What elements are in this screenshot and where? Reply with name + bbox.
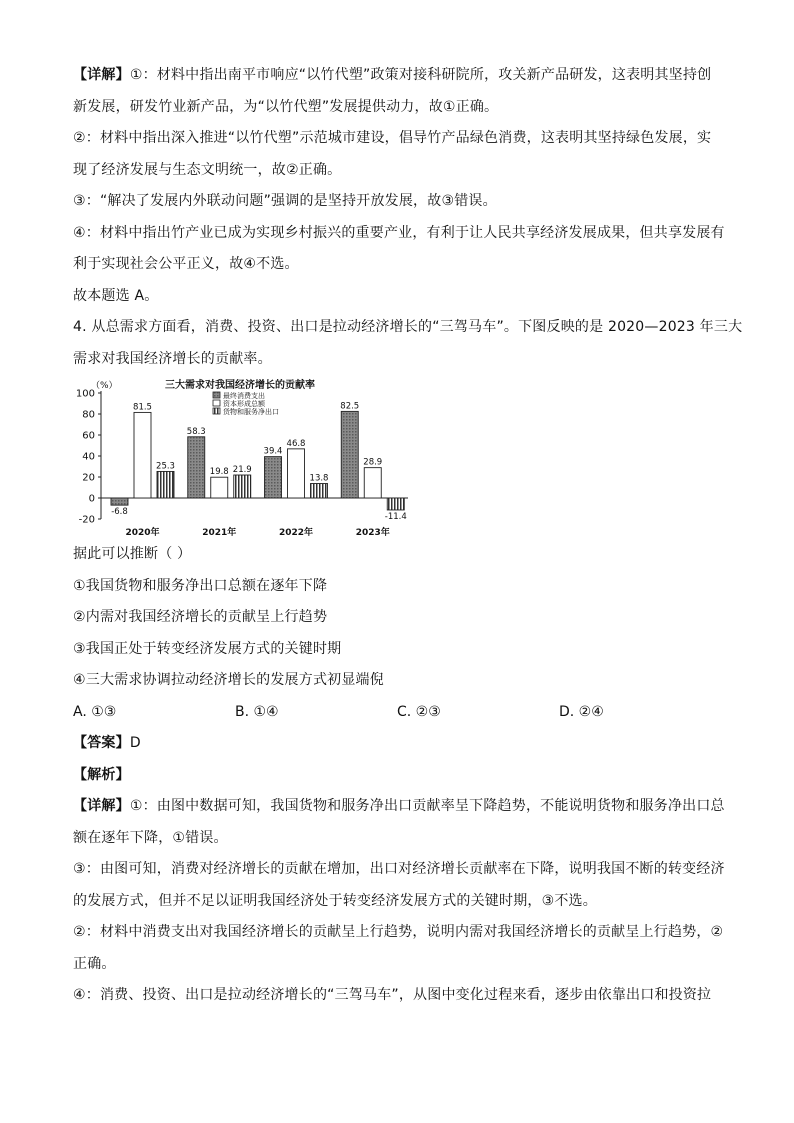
chart-title: 三大需求对我国经济增长的贡献率 [165, 380, 315, 391]
bar [341, 411, 358, 498]
page-content [73, 60, 743, 1012]
answer-value: D [129, 735, 141, 751]
y-tick-label: -20 [78, 514, 95, 526]
bar-value-label: 13.8 [309, 473, 329, 484]
chart-unit: （%） [91, 381, 118, 391]
bar-value-label: -11.4 [384, 511, 407, 522]
bar-value-label: 58.3 [186, 426, 206, 437]
prev-detail-line-7: 利于实现社会公平正义，故④不选。 [73, 256, 299, 272]
prev-detail-line-5: ③：“解决了发展内外联动问题”强调的是坚持开放发展，故③错误。 [73, 193, 497, 209]
bar [234, 475, 251, 498]
y-tick-label: 80 [82, 409, 95, 421]
y-tick-label: 100 [75, 388, 95, 400]
q4-detail-line-7: ④：消费、投资、出口是拉动经济增长的“三驾马车”，从图中变化过程来看，逐步由依靠出口和投资拉 [73, 987, 712, 1003]
option-c: C. ②③ [397, 703, 441, 720]
contribution-chart-svg [73, 377, 418, 537]
answer-tag: 【答案】 [73, 735, 130, 751]
option-a: A. ①③ [73, 703, 117, 720]
bar [311, 484, 328, 498]
bar [111, 498, 128, 505]
bar-value-label: 81.5 [133, 402, 152, 413]
prev-detail-line-3: ②：材料中指出深入推进“以竹代塑”示范城市建设，倡导竹产品绿色消费，这表明其坚持绿色发展，实 [73, 130, 712, 146]
contribution-chart [73, 377, 418, 537]
option-b: B. ①④ [235, 703, 279, 720]
bar [134, 412, 151, 498]
bar-value-label: 25.3 [156, 461, 175, 472]
y-tick-label: 60 [82, 430, 95, 442]
q4-detail-line-6: 正确。 [73, 955, 116, 972]
q4-answer [73, 728, 723, 760]
q4-detail-line-1: 【详解】①：由图中数据可知，我国货物和服务净出口贡献率呈下降趋势，不能说明货物和服务净出口总 [73, 798, 725, 814]
q4-statement-3: ③我国正处于转变经济发展方式的关键时期 [73, 640, 342, 657]
legend-label: 最终消费支出 [223, 392, 265, 400]
bar-value-label: 46.8 [286, 438, 306, 449]
prev-choose: 故本题选 A。 [73, 287, 159, 304]
q4-detail-line-5: ②：材料中消费支出对我国经济增长的贡献呈上行趋势，说明内需对我国经济增长的贡献呈上行趋势，② [73, 924, 724, 940]
x-tick-label: 2020年 [125, 528, 160, 537]
q4-statement-4: ④三大需求协调拉动经济增长的发展方式初显端倪 [73, 672, 384, 688]
legend-label: 资本形成总额 [223, 400, 265, 408]
bar [288, 449, 305, 498]
q4-options [73, 697, 723, 729]
bar-value-label: 19.8 [209, 467, 229, 478]
bar [188, 437, 205, 498]
bar-value-label: 39.4 [263, 446, 283, 457]
bar [265, 457, 282, 498]
q4-stem-line-1: 4. 从总需求方面看，消费、投资、出口是拉动经济增长的“三驾马车”。下图反映的是 2020—2023 年三大 [73, 319, 743, 335]
prev-detail-line-1: 【详解】①：材料中指出南平市响应“以竹代塑”政策对接科研院所，攻关新产品研发，这表明其坚持创 [73, 67, 712, 83]
x-tick-label: 2023年 [355, 528, 390, 537]
prev-detail-line-2: 新发展，研发竹业新产品，为“以竹代塑”发展提供动力，故①正确。 [73, 98, 499, 115]
legend-swatch [213, 400, 220, 406]
y-tick-label: 0 [88, 493, 95, 505]
analysis-tag: 【解析】 [73, 766, 130, 783]
q4-stem-line-2: 需求对我国经济增长的贡献率。 [73, 350, 272, 367]
prev-detail-line-4: 现了经济发展与生态文明统一，故②正确。 [73, 161, 342, 178]
detail-tag: 【详解】 [73, 67, 130, 83]
prev-detail-line-6: ④：材料中指出竹产业已成为实现乡村振兴的重要产业，有利于让人民共享经济发展成果，但共享发展有 [73, 224, 725, 241]
q4-analysis [73, 760, 723, 792]
x-tick-label: 2021年 [202, 528, 237, 537]
q4-prompt: 据此可以推断（ ） [73, 546, 192, 562]
bar [157, 471, 174, 498]
bar [211, 477, 228, 498]
bar-value-label: 82.5 [340, 401, 360, 412]
bar-value-label: 21.9 [232, 465, 252, 476]
bar-value-label: -6.8 [111, 507, 128, 518]
bar [364, 468, 381, 498]
option-d: D. ②④ [559, 703, 604, 720]
q4-detail-line-3: ③：由图可知，消费对经济增长的贡献在增加，出口对经济增长贡献率在下降，说明我国不断的转变经济 [73, 861, 725, 877]
legend-swatch [213, 408, 220, 414]
q4-statement-1: ①我国货物和服务净出口总额在逐年下降 [73, 577, 328, 594]
q4-detail-line-2: 额在逐年下降，①错误。 [73, 829, 228, 846]
legend-label: 货物和服务净出口 [223, 408, 279, 416]
legend-swatch [213, 392, 220, 398]
y-tick-label: 40 [82, 451, 95, 463]
x-tick-label: 2022年 [278, 528, 314, 537]
q4-statement-2: ②内需对我国经济增长的贡献呈上行趋势 [73, 609, 328, 625]
bar [387, 498, 404, 510]
y-tick-label: 20 [82, 472, 95, 484]
q4-detail-tag: 【详解】 [73, 798, 130, 814]
bar-value-label: 28.9 [363, 457, 383, 468]
q4-detail-line-4: 的发展方式，但并不足以证明我国经济处于转变经济发展方式的关键时期，③不选。 [73, 892, 597, 909]
